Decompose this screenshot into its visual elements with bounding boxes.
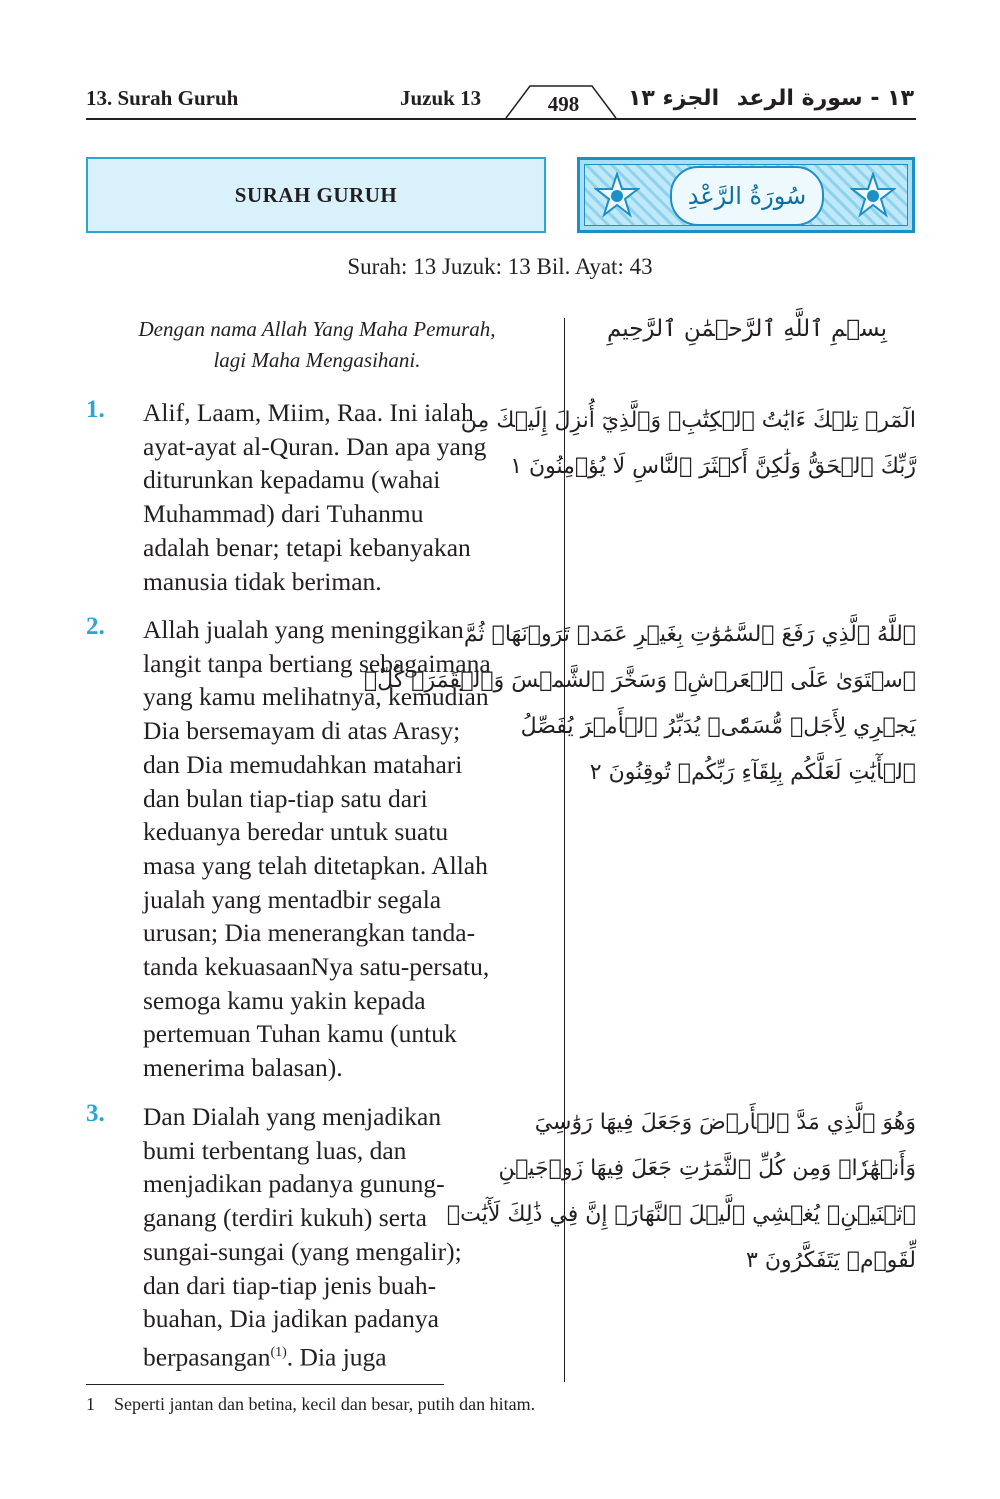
header-arabic-surah: ١٣ - سورة الرعد bbox=[736, 86, 914, 111]
verse-line: Allah jualah yang meninggikan bbox=[143, 615, 464, 644]
verse-line: Alif, Laam, Miim, Raa. Ini ialah bbox=[143, 398, 474, 427]
header-surah-label: 13. Surah Guruh bbox=[86, 86, 239, 110]
header-arabic-juz: الجزء ١٣ bbox=[628, 86, 720, 111]
verse-line: jualah yang mentadbir segala bbox=[143, 884, 442, 914]
verse-line: langit tanpa bertiang sebagaimana bbox=[143, 648, 491, 678]
arabic-line: وَهُوَ ٱلَّذِي مَدَّ ٱلۡأَرۡضَ وَجَعَلَ فِيهَا رَوَٰسِيَ bbox=[534, 1110, 916, 1135]
verse-arabic bbox=[460, 398, 916, 490]
arabic-surah-title: سُورَةُ الرَّعْدِ bbox=[687, 182, 807, 210]
verse-line: menjadikan padanya gunung- bbox=[143, 1169, 445, 1199]
basmala-translation-line: lagi Maha Mengasihani. bbox=[213, 348, 421, 372]
header-juzuk-label: Juzuk 13 bbox=[400, 86, 482, 110]
verse-line: dan dari tiap-tiap jenis buah- bbox=[143, 1270, 437, 1300]
verse-line: Dia bersemayam di atas Arasy; bbox=[143, 716, 461, 746]
footnote-text: Seperti jantan dan betina, kecil dan besar, putih dan hitam. bbox=[114, 1394, 536, 1414]
verse-line: urusan; Dia menerangkan tanda- bbox=[143, 918, 476, 948]
verse-line: Dan Dialah yang menjadikan bbox=[143, 1102, 442, 1131]
arabic-title-ornament bbox=[577, 157, 915, 233]
basmala-translation-line: Dengan nama Allah Yang Maha Pemurah, bbox=[138, 317, 496, 341]
header-rule bbox=[86, 118, 916, 120]
verse-line: menerima balasan). bbox=[143, 1053, 343, 1083]
surah-title: SURAH GURUH bbox=[234, 182, 398, 207]
page-number: 498 bbox=[547, 92, 580, 116]
verse-line: diturunkan kepadamu (wahai bbox=[143, 465, 441, 495]
verse-line: bumi terbentang luas, dan bbox=[143, 1135, 407, 1165]
verse-line: yang kamu melihatnya, kemudian bbox=[143, 682, 489, 712]
arabic-line: الٓمٓرۚ تِلۡكَ ءَايَٰتُ ٱلۡكِتَٰبِۗ وَٱلَّذِيٓ أُنزِلَ إِلَيۡكَ مِن bbox=[460, 408, 916, 433]
verse-number: 2. bbox=[86, 613, 105, 640]
basmala-arabic: بِسۡمِ ٱللَّهِ ٱلرَّحۡمَٰنِ ٱلرَّحِيمِ bbox=[606, 316, 888, 342]
verse-number: 3. bbox=[86, 1100, 105, 1127]
arabic-line: ٱللَّهُ ٱلَّذِي رَفَعَ ٱلسَّمَٰوَٰتِ بِغَيۡرِ عَمَدٖ تَرَوۡنَهَاۖ ثُمَّ bbox=[463, 622, 916, 647]
verse-line: pertemuan Tuhan kamu (untuk bbox=[143, 1019, 457, 1049]
arabic-title-cartouche bbox=[670, 166, 824, 226]
arabic-line: ٱلۡأٓيَٰتِ لَعَلَّكُم بِلِقَآءِ رَبِّكُمۡ تُوقِنُونَ ٢ bbox=[589, 760, 916, 785]
verse-line-segment: Dia juga bbox=[299, 1342, 387, 1372]
verse-line: masa yang telah ditetapkan. Allah bbox=[143, 850, 488, 880]
right-star-ornament-icon bbox=[850, 172, 896, 218]
verse-arabic bbox=[446, 1100, 916, 1284]
arabic-line: وَأَنۡهَٰرٗاۖ وَمِن كُلِّ ٱلثَّمَرَٰتِ جَعَلَ فِيهَا زَوۡجَيۡنِ bbox=[498, 1156, 916, 1181]
verse-line: adalah benar; tetapi kebanyakan bbox=[143, 532, 471, 562]
verse-line: dan bulan tiap-tiap satu dari bbox=[143, 783, 428, 813]
surah-meta-info: Surah: 13 Juzuk: 13 Bil. Ayat: 43 bbox=[347, 254, 653, 279]
verse-number: 1. bbox=[86, 396, 105, 423]
arabic-line: يَجۡرِي لِأَجَلٖ مُّسَمّٗىۚ يُدَبِّرُ ٱلۡأَمۡرَ يُفَصِّلُ bbox=[520, 714, 916, 739]
verse-line-segment: berpasangan bbox=[143, 1342, 271, 1372]
verse-line: sungai-sungai (yang mengalir); bbox=[143, 1236, 462, 1266]
verse-line: ayat-ayat al-Quran. Dan apa yang bbox=[143, 431, 487, 461]
footnote-rule bbox=[86, 1384, 444, 1385]
footnote-marker[interactable]: (1) bbox=[270, 1344, 287, 1360]
arabic-line: ٱثۡنَيۡنِۖ يُغۡشِي ٱلَّيۡلَ ٱلنَّهَارَۚ إِنَّ فِي ذَٰلِكَ لَأٓيَٰتٖ bbox=[446, 1202, 916, 1227]
verse-line: semoga kamu yakin kepada bbox=[143, 985, 426, 1015]
verse-line: Muhammad) dari Tuhanmu bbox=[143, 499, 424, 529]
left-star-ornament-icon bbox=[594, 172, 640, 218]
verse-line: manusia tidak beriman. bbox=[143, 566, 382, 596]
basmala-translation bbox=[86, 314, 548, 376]
verse-arabic bbox=[363, 612, 916, 796]
footnote bbox=[86, 1394, 535, 1415]
verse-line: buahan, Dia jadikan padanya bbox=[143, 1304, 439, 1334]
verse-line: keduanya beredar untuk suatu bbox=[143, 817, 449, 847]
footnote-number: 1 bbox=[86, 1394, 95, 1414]
verse-line: ganang (terdiri kukuh) serta bbox=[143, 1203, 427, 1233]
arabic-line: ٱسۡتَوَىٰ عَلَى ٱلۡعَرۡشِۖ وَسَخَّرَ ٱلشَّمۡسَ وَٱلۡقَمَرَۖ كُلّٞ bbox=[363, 668, 916, 693]
surah-title-box bbox=[86, 157, 546, 233]
arabic-line: رَّبِّكَ ٱلۡحَقُّ وَلَٰكِنَّ أَكۡثَرَ ٱلنَّاسِ لَا يُؤۡمِنُونَ ١ bbox=[510, 454, 916, 479]
verse-line: berpasangan$^{(1)}$. Dia juga bbox=[143, 1342, 387, 1372]
arabic-line: لِّقَوۡمٖ يَتَفَكَّرُونَ ٣ bbox=[746, 1248, 916, 1273]
verse-line: tanda kekuasaanNya satu-persatu, bbox=[143, 952, 490, 982]
verse-line: dan Dia memudahkan matahari bbox=[143, 749, 463, 779]
